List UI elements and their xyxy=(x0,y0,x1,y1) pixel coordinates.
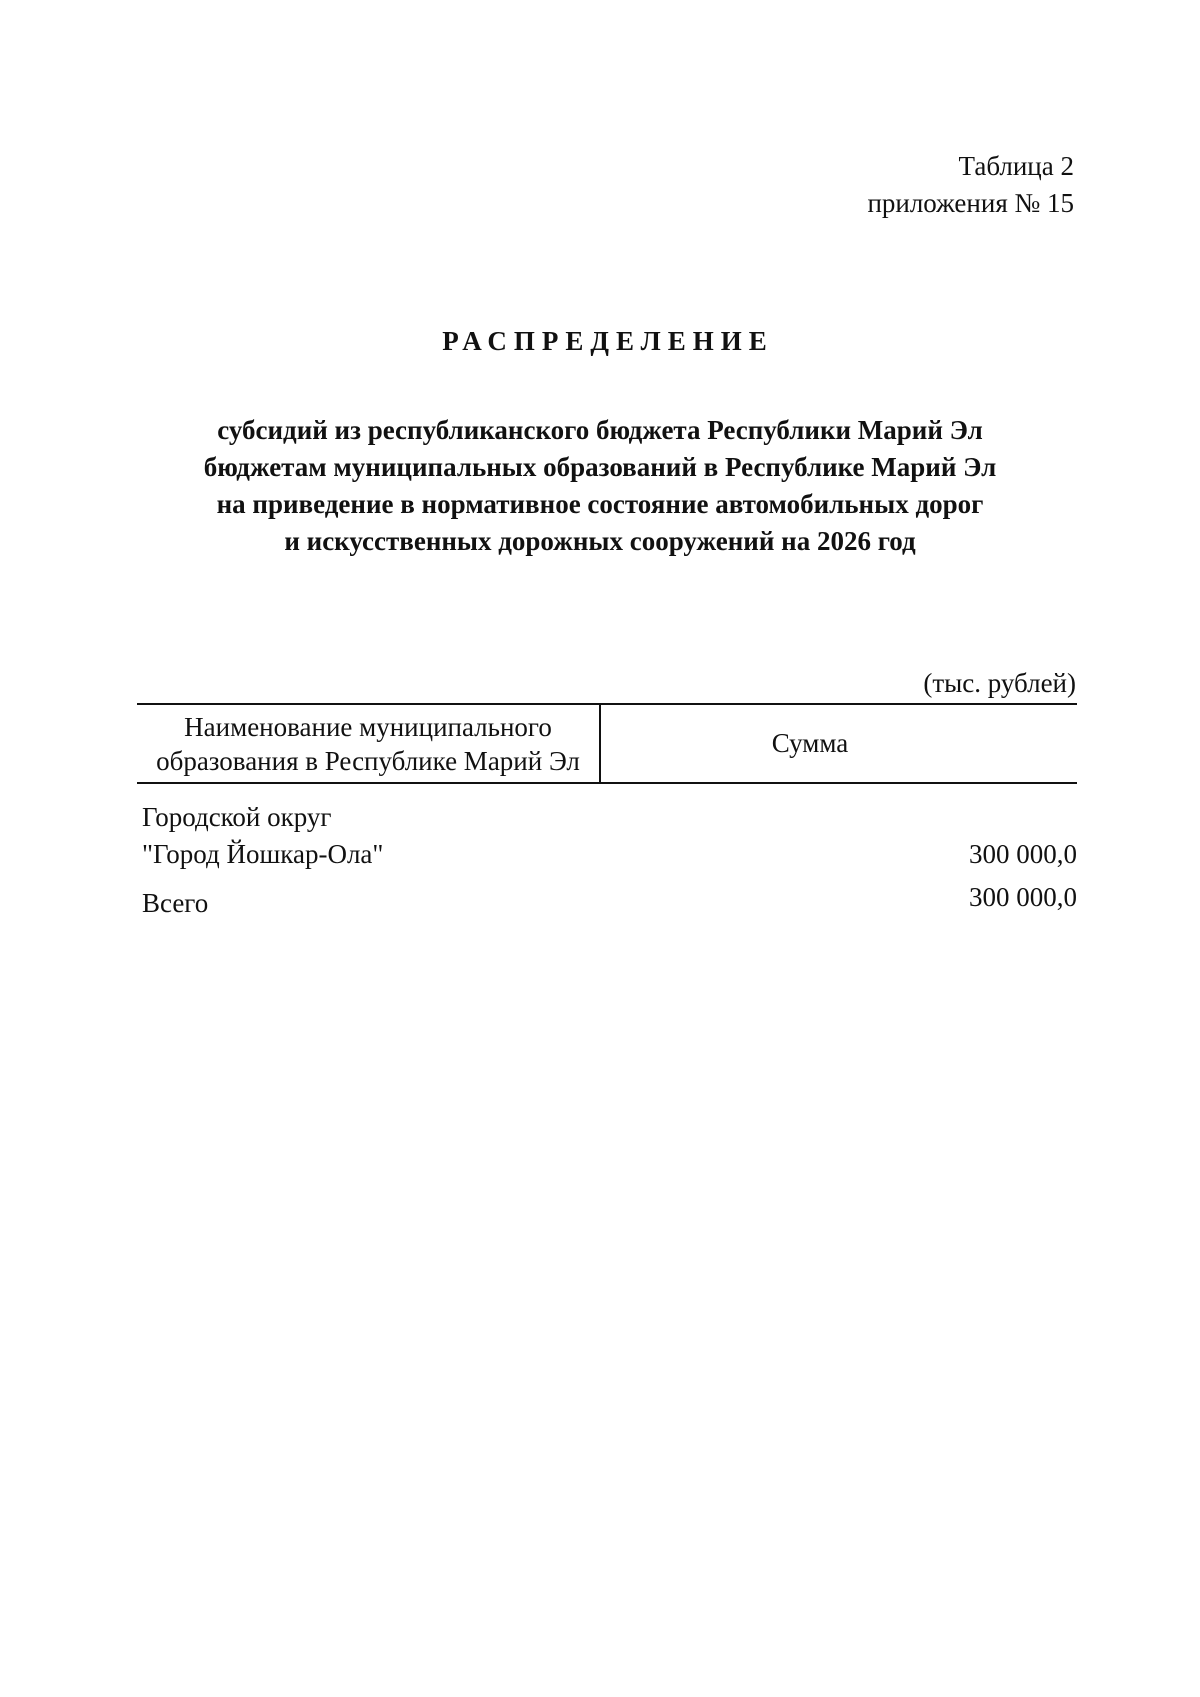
municipality-name xyxy=(142,799,383,873)
document-subtitle xyxy=(0,412,1200,560)
total-label: Всего xyxy=(142,888,209,918)
table-reference xyxy=(867,148,1074,222)
document-heading: РАСПРЕДЕЛЕНИЕ xyxy=(442,326,774,356)
municipality-name-line: Городской округ xyxy=(142,802,332,832)
total-sum: 300 000,0 xyxy=(969,882,1077,912)
column-header-name xyxy=(137,705,601,782)
subtitle-line: бюджетам муниципальных образований в Республике Марий Эл xyxy=(203,452,997,482)
table-header xyxy=(137,703,1077,784)
municipality-name-line: "Город Йошкар-Ола" xyxy=(142,839,384,869)
subtitle-line: на приведение в нормативное состояние автомобильных дорог xyxy=(216,489,984,519)
appendix-number: приложения № 15 xyxy=(867,188,1074,218)
column-header-name-line: Наименование муниципального xyxy=(184,712,552,742)
column-header-name-line: образования в Республике Марий Эл xyxy=(156,746,580,776)
municipality-sum: 300 000,0 xyxy=(969,839,1077,869)
units-label: (тыс. рублей) xyxy=(923,668,1076,698)
subtitle-line: субсидий из республиканского бюджета Республики Марий Эл xyxy=(217,415,983,445)
column-header-sum: Сумма xyxy=(771,728,849,758)
table-number: Таблица 2 xyxy=(958,151,1074,181)
subtitle-line: и искусственных дорожных сооружений на 2026 год xyxy=(284,526,916,556)
distribution-table xyxy=(137,703,1077,918)
